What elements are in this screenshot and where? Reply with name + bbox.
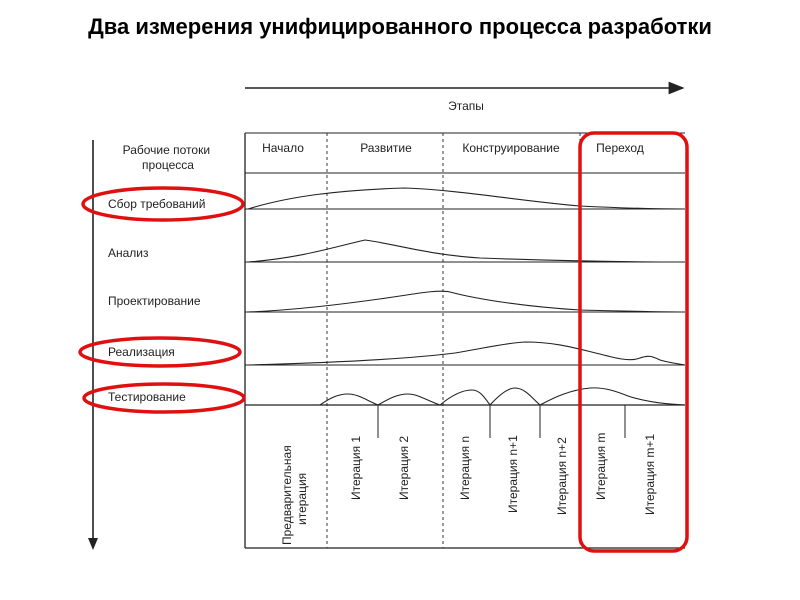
workflow-label: Реализация xyxy=(108,345,175,359)
curve-design xyxy=(248,291,685,312)
iteration-dividers xyxy=(378,405,625,438)
workflow-label: Проектирование xyxy=(108,294,201,308)
workflow-label: Сбор требований xyxy=(108,197,206,211)
workflows-header-line-1: Рабочие потоки xyxy=(122,143,211,157)
curve-analysis xyxy=(248,240,685,262)
workflow-labels xyxy=(108,197,205,404)
iteration-label: Предварительная итерация xyxy=(280,445,309,545)
workflow-label: Тестирование xyxy=(108,390,186,404)
curve-requirements xyxy=(248,188,685,209)
workflow-curves xyxy=(248,188,685,405)
phase-labels xyxy=(262,141,644,155)
workflow-label: Анализ xyxy=(108,246,149,260)
iteration-label: Итерация n+1 xyxy=(506,435,520,513)
curve-implementation xyxy=(248,342,685,365)
iteration-labels xyxy=(280,433,657,545)
slide-title: Два измерения унифицированного процесса разработки xyxy=(88,14,712,39)
iteration-label: Итерация n+2 xyxy=(555,437,569,515)
phase-label: Конструирование xyxy=(462,141,560,155)
workflow-row-lines xyxy=(245,173,685,365)
iteration-label: Итерация n xyxy=(458,435,472,500)
phase-label: Развитие xyxy=(360,141,412,155)
iteration-label: Итерация m+1 xyxy=(643,433,657,515)
workflows-axis-arrowhead xyxy=(88,538,98,550)
phases-axis-label: Этапы xyxy=(448,99,484,113)
iteration-label: Итерация 1 xyxy=(349,435,363,500)
iteration-label: Итерация m xyxy=(594,432,608,500)
phase-label: Переход xyxy=(596,141,644,155)
curve-testing xyxy=(248,388,685,405)
phase-label: Начало xyxy=(262,141,304,155)
workflows-header-line-2: процесса xyxy=(142,158,194,172)
workflows-header xyxy=(123,143,214,172)
iteration-label: Итерация 2 xyxy=(397,435,411,500)
